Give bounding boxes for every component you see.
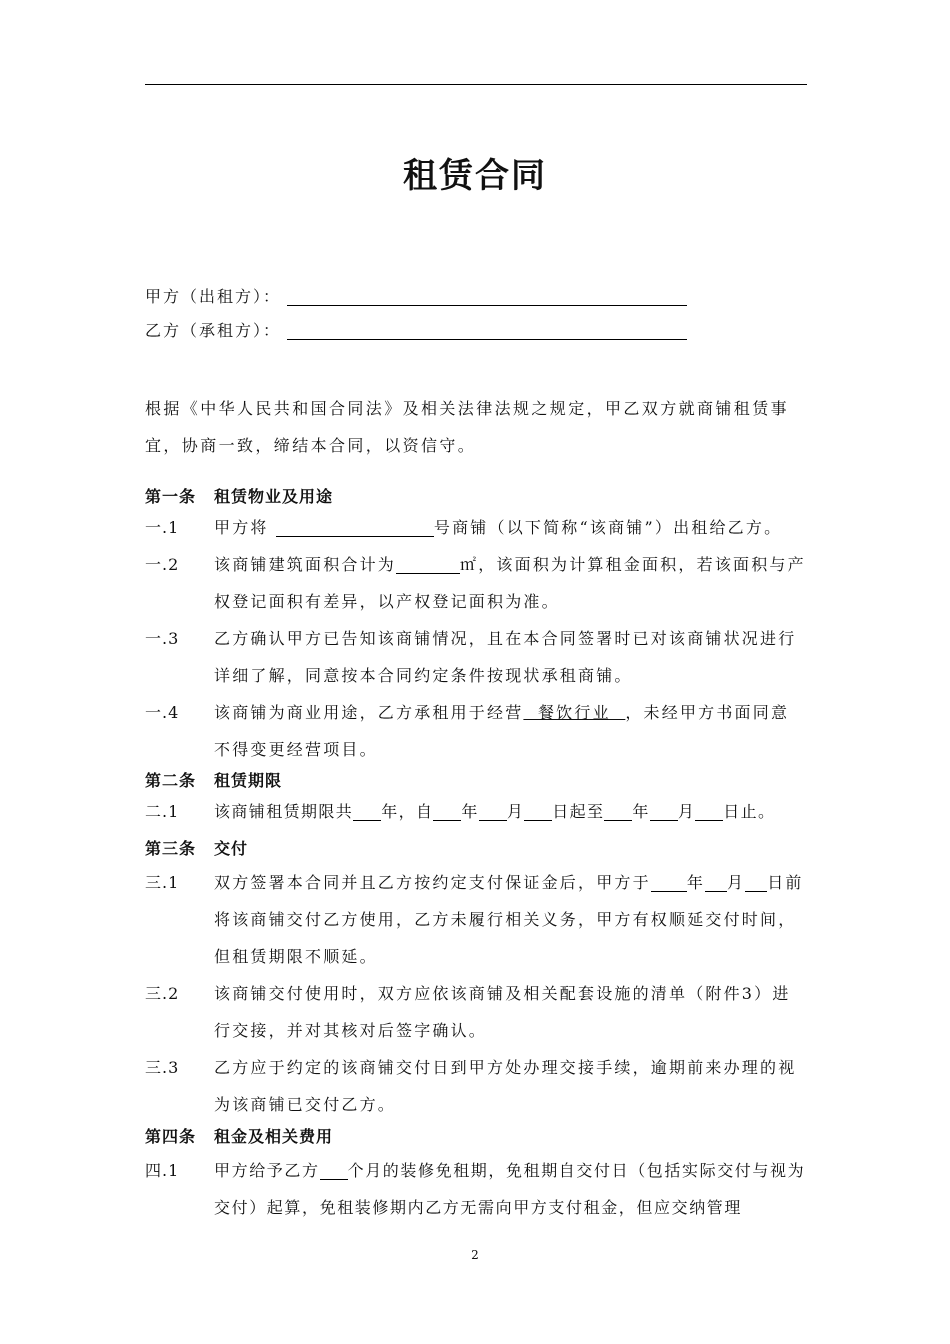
clause-text: 月	[506, 802, 525, 821]
blank	[353, 802, 381, 821]
clause-text: 该商铺为商业用途，乙方承租用于经营	[214, 703, 524, 722]
clause-number: 一.2	[145, 555, 180, 574]
clause-number: 一.1	[145, 518, 180, 537]
clause-3-2	[145, 975, 807, 1049]
clause-1-2	[145, 546, 807, 620]
clause-text: 该商铺交付使用时，双方应依该商铺及相关配套设施的清单（附件3）进行交接，并对其核对后签字确认。	[214, 984, 791, 1040]
clause-text: 甲方将	[214, 518, 269, 537]
section-title: 租赁物业及用途	[214, 487, 334, 506]
clause-text: 该商铺租赁期限共	[214, 802, 354, 821]
page-number: 2	[471, 1248, 479, 1262]
blank	[604, 802, 632, 821]
blank	[433, 802, 461, 821]
section-title: 租赁期限	[214, 771, 283, 790]
clause-number: 二.1	[145, 802, 180, 821]
intro-paragraph: 根据《中华人民共和国合同法》及相关法律法规之规定，甲乙双方就商铺租赁事宜，协商一致，缔结本合同，以资信守。	[145, 399, 790, 455]
party-a-line	[145, 284, 687, 307]
section-number: 第三条	[145, 839, 197, 858]
clause-text: ㎡，该面积为计算租金面积，若该面积与产权登记面积有差异，以产权登记面积为准。	[214, 555, 806, 611]
blank	[479, 802, 507, 821]
clause-text: 年，自	[381, 802, 434, 821]
party-a-label: 甲方（出租方）：	[145, 287, 282, 306]
clause-number: 一.3	[145, 629, 180, 648]
header-rule	[145, 84, 807, 85]
clause-text: 年	[632, 802, 650, 821]
section-heading-3	[145, 836, 248, 859]
party-b-label: 乙方（承租方）：	[145, 321, 282, 340]
clause-number: 三.2	[145, 984, 180, 1003]
section-title: 租金及相关费用	[214, 1127, 334, 1146]
clause-number: 三.3	[145, 1058, 180, 1077]
clause-text: 甲方给予乙方	[214, 1161, 320, 1180]
blank-shop-number	[276, 518, 434, 537]
clause-4-1	[145, 1152, 807, 1226]
clause-number: 四.1	[145, 1161, 180, 1180]
section-number: 第一条	[145, 487, 197, 506]
blank-months	[320, 1161, 348, 1180]
clause-1-4	[145, 694, 807, 768]
party-a-blank	[287, 287, 687, 306]
clause-text: 月	[677, 802, 696, 821]
clause-text: 月	[727, 873, 746, 892]
blank	[524, 802, 552, 821]
clause-text: 个月的装修免租期，免租期自交付日（包括实际交付与视为交付）起算，免租装修期内乙方无需向甲方支付租金，但应交纳管理	[214, 1161, 806, 1217]
clause-text: ，未经甲方书面同意不得变更经营项目。	[214, 703, 790, 759]
section-heading-2	[145, 768, 282, 791]
clause-text: 日起至	[552, 802, 605, 821]
business-type: 餐饮行业	[523, 703, 626, 722]
clause-1-3	[145, 620, 807, 694]
clause-text: 年	[686, 873, 706, 892]
section-heading-1	[145, 484, 333, 507]
party-b-blank	[287, 321, 687, 340]
blank-area	[396, 555, 460, 574]
clause-text: 号商铺（以下简称“该商铺”）出租给乙方。	[433, 518, 783, 537]
document-title: 租赁合同	[403, 156, 547, 196]
section-number: 第二条	[145, 771, 197, 790]
clause-2-1	[145, 793, 807, 830]
clause-1-1	[145, 509, 807, 546]
party-b-line	[145, 318, 687, 341]
clause-3-3	[145, 1049, 807, 1123]
blank	[705, 873, 727, 892]
clause-text: 乙方应于约定的该商铺交付日到甲方处办理交接手续，逾期前来办理的视为该商铺已交付乙方。	[214, 1058, 797, 1114]
blank	[745, 873, 767, 892]
clause-text: 该商铺建筑面积合计为	[214, 555, 397, 574]
section-number: 第四条	[145, 1127, 197, 1146]
clause-3-1	[145, 864, 807, 975]
clause-number: 一.4	[145, 703, 180, 722]
clause-number: 三.1	[145, 873, 180, 892]
blank	[650, 802, 678, 821]
section-heading-4	[145, 1124, 333, 1147]
blank	[695, 802, 723, 821]
clause-text: 乙方确认甲方已告知该商铺情况，且在本合同签署时已对该商铺状况进行详细了解，同意按本合同约定条件按现状承租商铺。	[214, 629, 797, 685]
blank	[651, 873, 687, 892]
clause-text: 年	[461, 802, 479, 821]
clause-text: 日止。	[723, 802, 776, 821]
clause-text: 双方签署本合同并且乙方按约定支付保证金后，甲方于	[214, 873, 651, 892]
section-title: 交付	[214, 839, 249, 858]
clause-text: 日前将该商铺交付乙方使用，乙方未履行相关义务，甲方有权顺延交付时间，但租赁期限不顺延。	[214, 873, 804, 966]
